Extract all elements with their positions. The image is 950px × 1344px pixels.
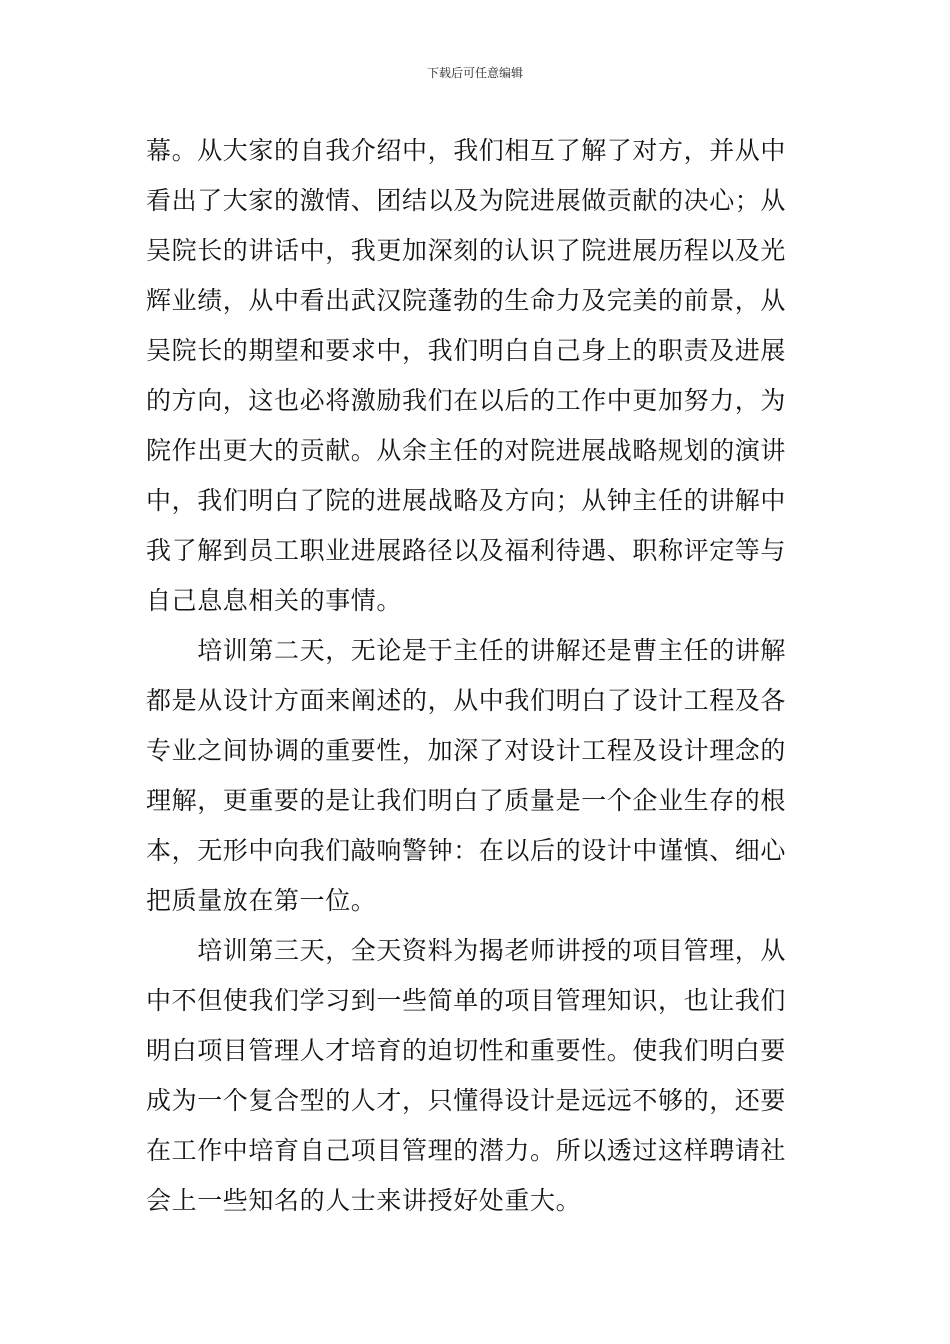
text-line: 培训第三天，全天资料为揭老师讲授的项目管理，从 [146, 936, 787, 965]
text-line: 幕。从大家的自我介绍中，我们相互了解了对方，并从中 [146, 136, 787, 165]
text-line: 自己息息相关的事情。 [146, 586, 403, 615]
text-line: 都是从设计方面来阐述的，从中我们明白了设计工程及各 [146, 686, 787, 715]
text-line: 明白项目管理人才培育的迫切性和重要性。使我们明白要 [146, 1036, 787, 1065]
text-line: 吴院长的期望和要求中，我们明白自己身上的职责及进展 [146, 336, 787, 365]
text-line: 中不但使我们学习到一些简单的项目管理知识，也让我们 [146, 986, 787, 1015]
text-line: 我了解到员工职业进展路径以及福利待遇、职称评定等与 [146, 536, 787, 565]
text-line: 看出了大家的激情、团结以及为院进展做贡献的决心；从 [146, 186, 787, 215]
document-body [146, 126, 808, 1226]
text-line: 专业之间协调的重要性，加深了对设计工程及设计理念的 [146, 736, 787, 765]
text-line: 理解，更重要的是让我们明白了质量是一个企业生存的根 [146, 786, 787, 815]
text-line: 把质量放在第一位。 [146, 886, 377, 915]
text-line: 的方向，这也必将激励我们在以后的工作中更加努力，为 [146, 386, 787, 415]
text-line: 院作出更大的贡献。从余主任的对院进展战略规划的演讲 [146, 436, 787, 465]
text-line: 本，无形中向我们敲响警钟：在以后的设计中谨慎、细心 [146, 836, 787, 865]
text-line: 会上一些知名的人士来讲授好处重大。 [146, 1186, 582, 1215]
page-header: 下载后可任意编辑 [426, 66, 523, 80]
text-line: 成为一个复合型的人才，只懂得设计是远远不够的，还要 [146, 1086, 787, 1115]
text-line: 辉业绩，从中看出武汉院蓬勃的生命力及完美的前景，从 [146, 286, 787, 315]
text-line: 在工作中培育自己项目管理的潜力。所以透过这样聘请社 [146, 1136, 787, 1165]
text-line: 吴院长的讲话中，我更加深刻的认识了院进展历程以及光 [146, 236, 787, 265]
text-line: 培训第二天，无论是于主任的讲解还是曹主任的讲解 [146, 636, 787, 665]
text-line: 中，我们明白了院的进展战略及方向；从钟主任的讲解中 [146, 486, 787, 515]
